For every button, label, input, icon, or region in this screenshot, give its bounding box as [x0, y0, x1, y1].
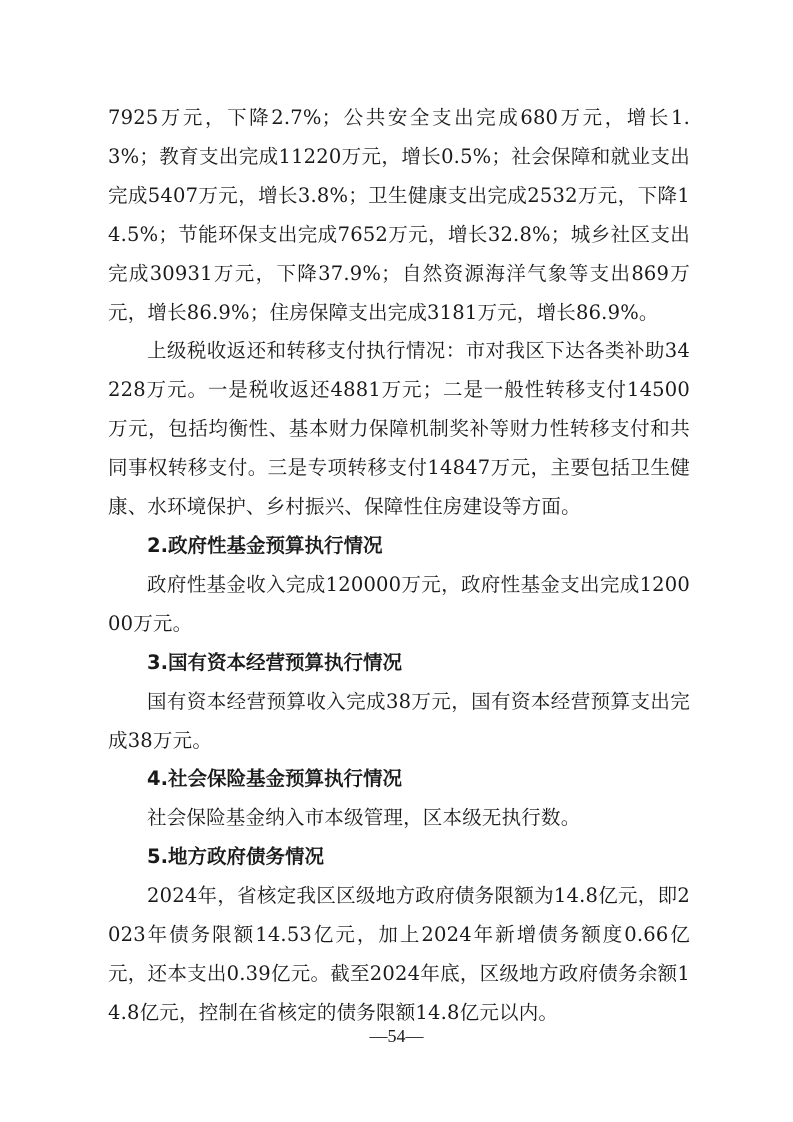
paragraph-expenditure-continued: 7925万元，下降2.7%；公共安全支出完成680万元，增长1.3%；教育支出完成11220万元，增长0.5%；社会保障和就业支出完成5407万元，增长3.8%；卫生健康支出完成2532万元，下降14.5%；节能环保支出完成7652万元，增长32.8%；城乡社区支出完成30931万元，下降37.9%；自然资源海洋气象等支出869万元，增长86.9%；住房保障支出完成3181万元，增长86.9%。: [108, 106, 690, 324]
paragraph-social-insurance-budget: 社会保险基金纳入市本级管理，区本级无执行数。: [147, 806, 581, 830]
heading-social-insurance-budget: 4.社会保险基金预算执行情况: [147, 767, 402, 791]
heading-local-government-debt: 5.地方政府债务情况: [147, 845, 324, 869]
paragraph-government-fund-budget: 政府性基金收入完成120000万元，政府性基金支出完成120000万元。: [108, 572, 690, 635]
paragraph-local-government-debt: 2024年，省核定我区区级地方政府债务限额为14.8亿元，即2023年债务限额14.53亿元，加上2024年新增债务额度0.66亿元，还本支出0.39亿元。截至2024年底，区级地方政府债务余额14.8亿元，控制在省核定的债务限额14.8亿元以内。: [108, 884, 690, 1024]
page-number: —54—: [369, 1026, 424, 1046]
heading-state-capital-budget: 3.国有资本经营预算执行情况: [147, 650, 402, 674]
paragraph-state-capital-budget: 国有资本经营预算收入完成38万元，国有资本经营预算支出完成38万元。: [108, 689, 690, 752]
paragraph-transfer-payments: 上级税收返还和转移支付执行情况：市对我区下达各类补助34228万元。一是税收返还4881万元；二是一般性转移支付14500万元，包括均衡性、基本财力保障机制奖补等财力性转移支付和共同事权转移支付。三是专项转移支付14847万元，主要包括卫生健康、水环境保护、乡村振兴、保障性住房建设等方面。: [108, 339, 690, 519]
document-body: [108, 99, 690, 1033]
heading-government-fund-budget: 2.政府性基金预算执行情况: [147, 533, 383, 557]
